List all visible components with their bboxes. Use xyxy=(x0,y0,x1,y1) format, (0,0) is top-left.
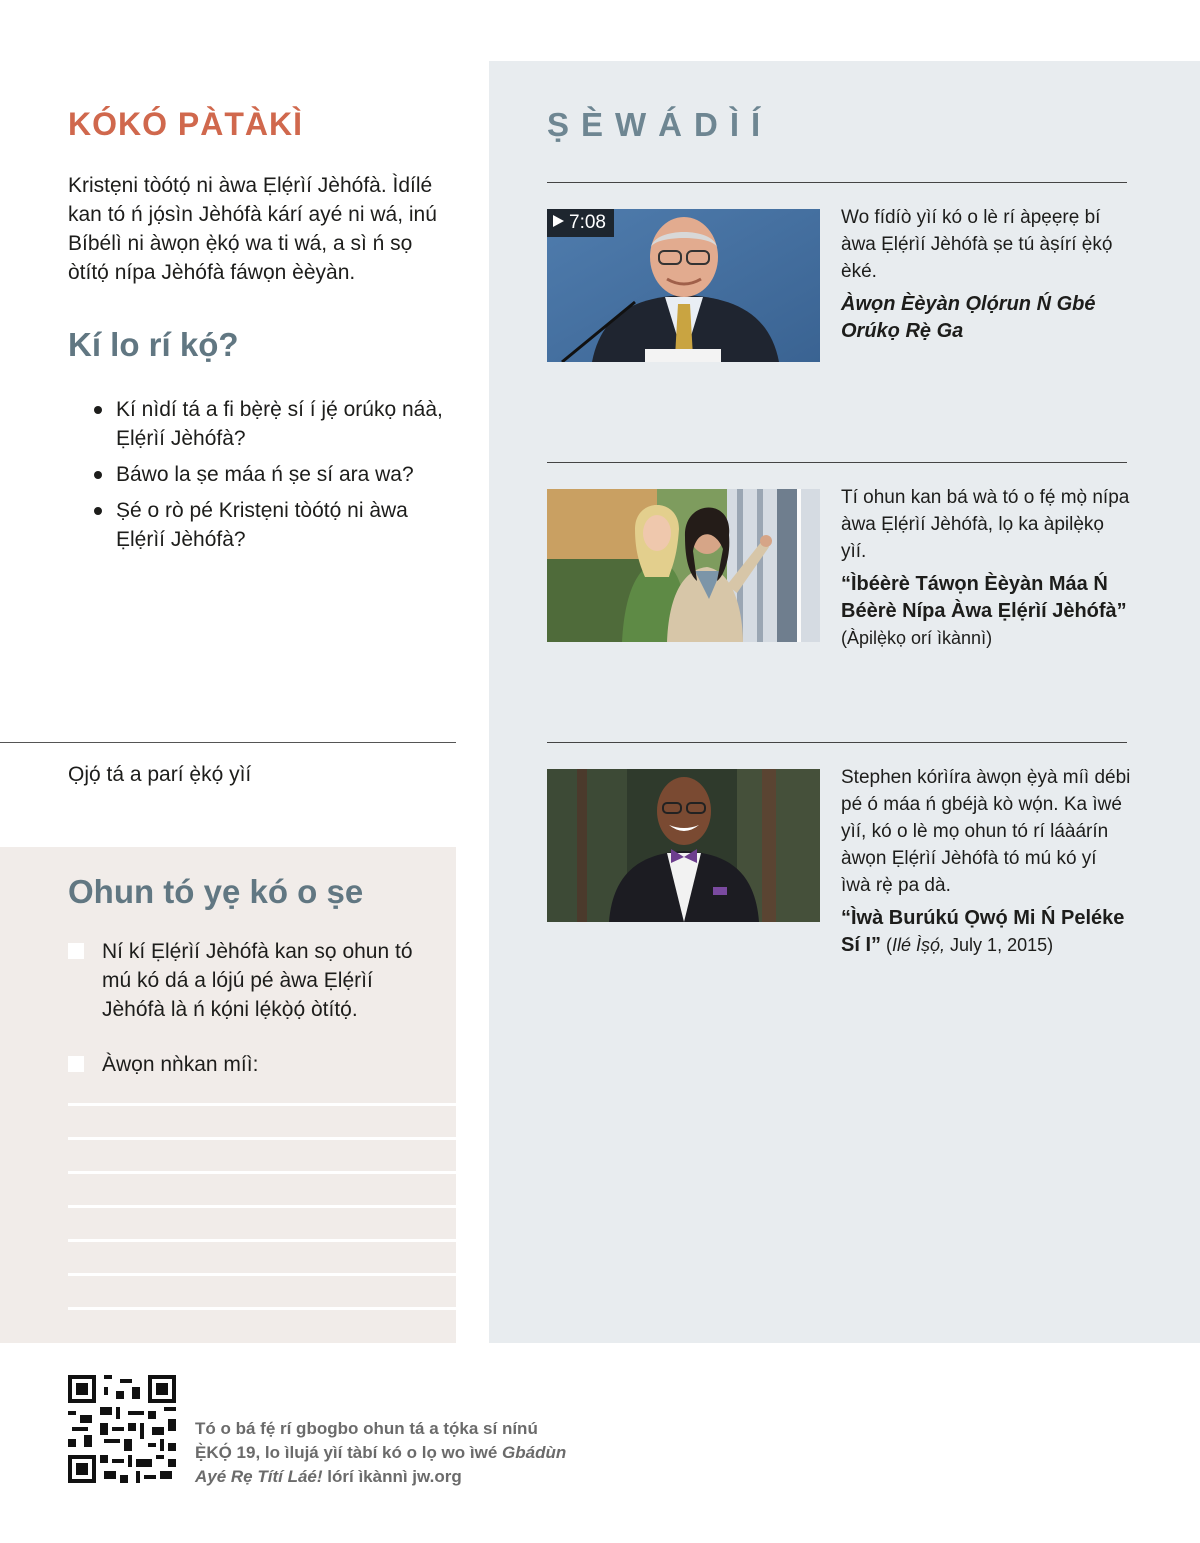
writing-line[interactable] xyxy=(68,1205,456,1208)
writing-line[interactable] xyxy=(68,1137,456,1140)
article-link[interactable]: “Ìwà Burúkú Ọwọ́ Mi Ń Peléke Sí I” (Ilé Ìṣọ́, July 1, 2015) xyxy=(841,907,1125,956)
explore-card-text xyxy=(841,764,1131,959)
divider xyxy=(0,742,456,743)
article-source: (Àpilẹ̀kọ orí ìkànnì) xyxy=(841,628,993,648)
card-description: Tí ohun kan bá wà tó o fẹ́ mọ̀ nípa àwa Ẹlẹ́rìí Jèhófà, lọ ka àpilẹ̀kọ yìí. xyxy=(841,487,1130,562)
explore-card-text xyxy=(841,204,1131,345)
article-thumbnail[interactable] xyxy=(547,769,820,922)
writing-line[interactable] xyxy=(68,1273,456,1276)
key-point-text: Kristẹni tòótọ́ ni àwa Ẹlẹ́rìí Jèhófà. Ìdílé kan tó ń jọ́sìn Jèhófà kárí ayé ni wá, inú Bíbélì ni àwọn ẹ̀kọ́ wa ti wá, a sì ń sọ òtítọ́ nípa Jèhófà fáwọn èèyàn. xyxy=(68,174,437,284)
stephen-portrait-photo xyxy=(547,769,820,922)
writing-line[interactable] xyxy=(68,1103,456,1106)
review-questions-list xyxy=(92,395,452,561)
footer-note: Tó o bá fẹ́ rí gbogbo ohun tá a tọ́ka sí nínú Ẹ̀KỌ́ 19, lo ìlujá yìí tàbí kó o lọ wo ìwé Gbádùn Ayé Rẹ Títí Láé! lórí ìkànnì jw.org xyxy=(195,1419,567,1486)
todo-item-label: Ní kí Ẹlẹ́rìí Jèhófà kan sọ ohun tó mú kó dá a lójú pé àwa Ẹlẹ́rìí Jèhófà là ń kọ́ni lẹ́kọ̀ọ́ òtítọ́. xyxy=(102,940,413,1021)
writing-line[interactable] xyxy=(68,1307,456,1310)
qr-code-icon[interactable] xyxy=(68,1375,176,1483)
completion-date-label: Ọjọ́ tá a parí ẹ̀kọ́ yìí xyxy=(68,763,252,786)
writing-line[interactable] xyxy=(68,1171,456,1174)
explore-title: ṢÈWÁDÌÍ xyxy=(547,106,773,143)
todo-item-label: Àwọn nǹkan míì: xyxy=(102,1053,259,1076)
divider xyxy=(547,462,1127,463)
video-link[interactable]: Àwọn Èèyàn Ọlọ́run Ń Gbé Orúkọ Rẹ̀ Ga xyxy=(841,293,1096,342)
video-thumbnail[interactable] xyxy=(547,209,820,362)
explore-card-text xyxy=(841,484,1131,651)
article-link[interactable]: “Ìbéèrè Táwọn Èèyàn Máa Ń Béèrè Nípa Àwa Ẹlẹ́rìí Jèhófà” xyxy=(841,573,1127,622)
key-point-title: KÓKÓ PÀTÀKÌ xyxy=(68,106,303,142)
left-column xyxy=(0,0,456,1343)
two-women-at-door-photo xyxy=(547,489,820,642)
todo-item xyxy=(68,937,428,1024)
todo-panel xyxy=(0,847,456,1343)
play-icon xyxy=(553,215,564,227)
review-questions-title: Kí lo rí kọ́? xyxy=(68,326,239,363)
card-description: Stephen kórìíra àwọn ẹ̀yà míì débi pé ó máa ń gbéjà kò wọ́n. Ka ìwé yìí, kó o lè mọ ohun tó rí láàárín àwọn Ẹlẹ́rìí Jèhófà tó mú kó yí ìwà rẹ̀ pa dà. xyxy=(841,767,1131,896)
checkbox[interactable] xyxy=(68,1056,84,1072)
writing-line[interactable] xyxy=(68,1239,456,1242)
video-duration-badge: 7:08 xyxy=(547,209,614,237)
todo-item xyxy=(68,1050,428,1079)
list-item: Kí nìdí tá a fi bẹ̀rẹ̀ sí í jẹ́ orúkọ náà, Ẹlẹ́rìí Jèhófà? xyxy=(92,395,452,453)
explore-panel xyxy=(489,61,1200,1343)
checkbox[interactable] xyxy=(68,943,84,959)
list-item: Báwo la ṣe máa ń ṣe sí ara wa? xyxy=(92,460,452,489)
divider xyxy=(547,182,1127,183)
todo-title: Ohun tó yẹ kó o ṣe xyxy=(68,873,364,910)
list-item: Ṣé o rò pé Kristẹni tòótọ́ ni àwa Ẹlẹ́rìí Jèhófà? xyxy=(92,496,452,554)
article-thumbnail[interactable] xyxy=(547,489,820,642)
divider xyxy=(547,742,1127,743)
card-description: Wo fídíò yìí kó o lè rí àpẹẹrẹ bí àwa Ẹlẹ́rìí Jèhófà ṣe tú àṣírí ẹ̀kọ́ èké. xyxy=(841,207,1113,282)
